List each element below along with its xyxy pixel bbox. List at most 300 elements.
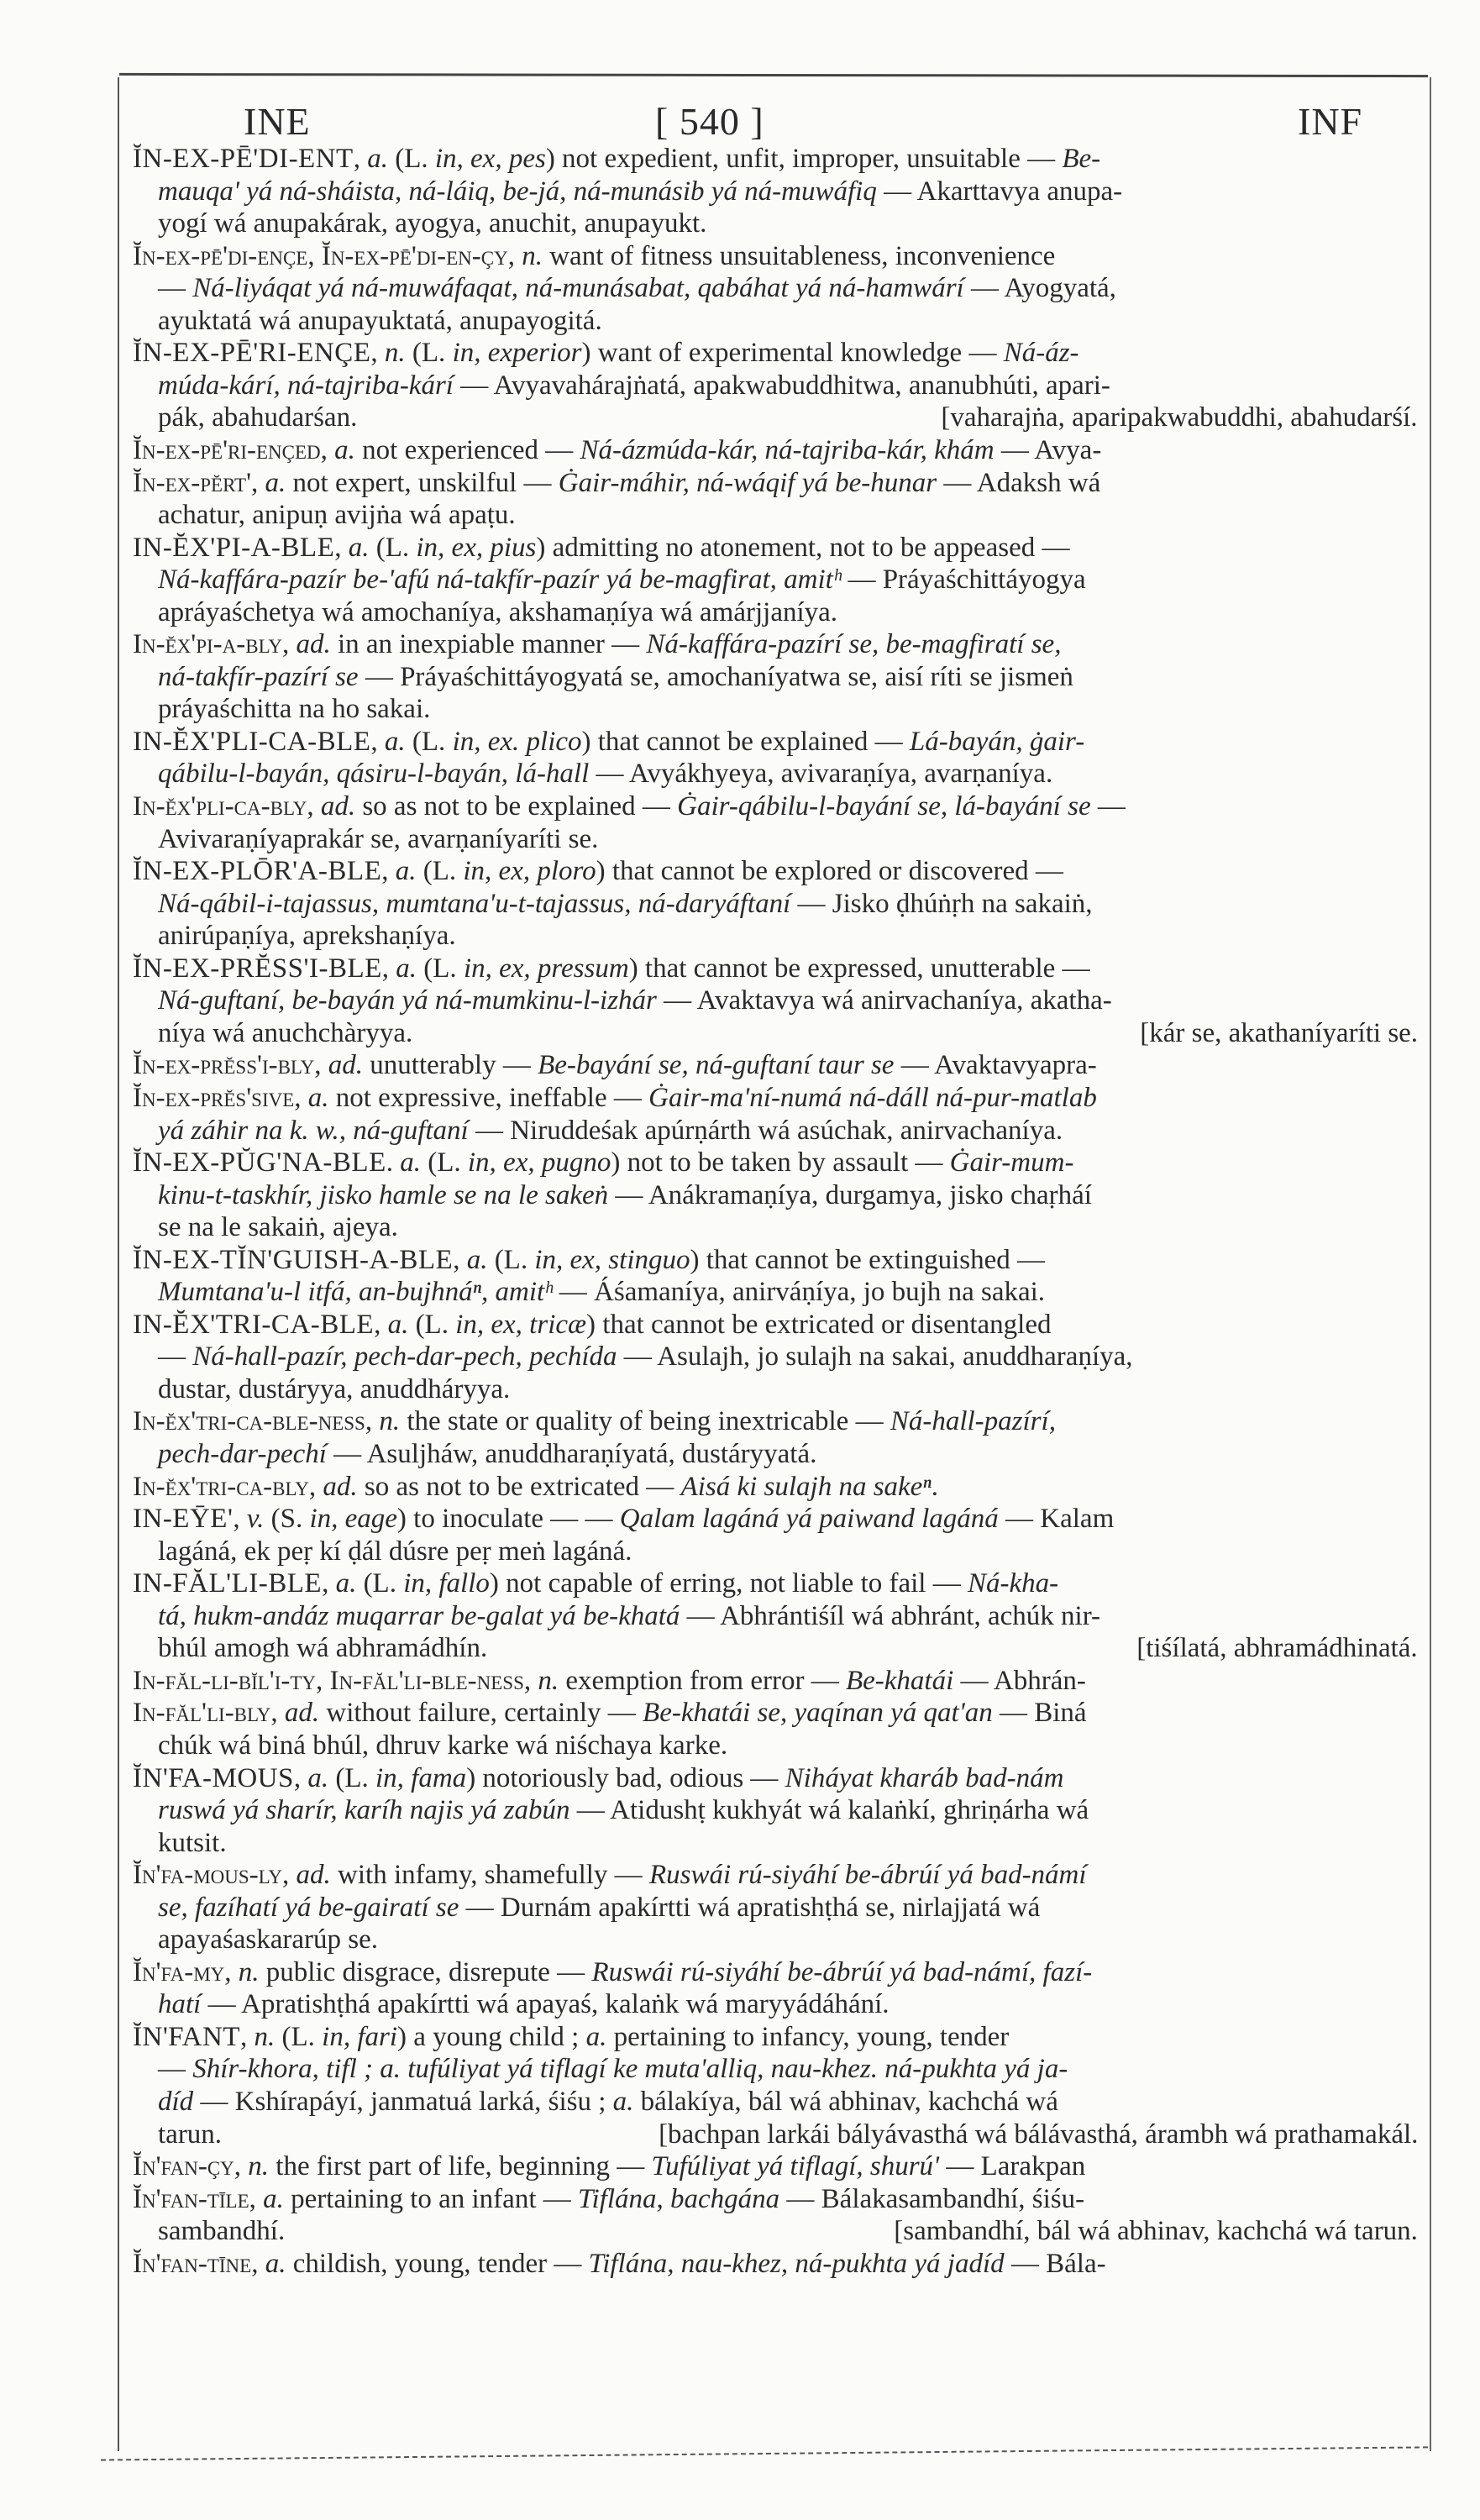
entry-headword-line xyxy=(133,1082,1097,1114)
translation-text: a. xyxy=(263,2183,284,2214)
translation-text: díd xyxy=(158,2087,194,2117)
definition-text: — Avya- xyxy=(994,434,1102,465)
entry-headword-line xyxy=(133,240,1055,272)
translation-text: Ná-guftaní, be-bayán yá ná-mumkinu-l-izhár xyxy=(158,985,657,1016)
translation-text: Ná-hall-pazír, pech-dar-pech, pechída xyxy=(192,1341,617,1373)
definition-text: — Abhrántiśíl wá abhránt, achúk nir- xyxy=(680,1600,1101,1631)
headword: ĬN-EX-PĒ'DI-ENT xyxy=(133,144,354,174)
translation-text: n. xyxy=(379,1406,401,1437)
translation-text: Ná-kha- xyxy=(967,1568,1059,1599)
definition-text: — Adaksh wá xyxy=(937,467,1101,498)
translation-text: Mumtana'u-l itfá, an-bujhnáⁿ, amitʰ xyxy=(158,1277,553,1308)
definition-text: se na le sakaiṅ, ajeya. xyxy=(158,1212,398,1243)
definition-text: ) want of experimental knowledge — xyxy=(581,338,1004,369)
translation-text: a. xyxy=(307,1082,329,1113)
entry-continuation-line xyxy=(158,1179,1092,1211)
translation-text: Ná-hall-pazírí, xyxy=(890,1406,1056,1437)
definition-text: , xyxy=(293,1762,308,1793)
definition-text: , xyxy=(523,1665,538,1696)
translation-text: in, ex, pes xyxy=(434,144,546,174)
translation-text: yá záhir na k. w., ná-guftaní xyxy=(158,1115,469,1146)
entry-headword-line xyxy=(133,143,1100,175)
translation-text: Shír-khora, tifl ; a. tufúliyat yá tiflagí ke muta'alliq, nau-khez. ná-pukhta yá ja- xyxy=(192,2054,1068,2085)
entry-continuation-line xyxy=(158,2086,1058,2118)
definition-text: childish, young, tender — xyxy=(286,2248,589,2279)
definition-text: public disgrace, disrepute — xyxy=(259,1956,592,1987)
entry-continuation-line xyxy=(158,1341,1133,1373)
entry-continuation-line xyxy=(158,758,1052,790)
headword: In-ĕx'tri-ca-ble-ness xyxy=(133,1406,365,1437)
definition-text: ) a young child ; xyxy=(397,2021,586,2052)
entry-headword-line xyxy=(133,2183,1084,2215)
definition-text: bhúl amogh wá abhramádhín. xyxy=(158,1633,488,1664)
translation-text: n. xyxy=(384,338,406,369)
headword: ĬN-EX-PLŌR'A-BLE xyxy=(133,856,382,887)
definition-text: pertaining to an infant — xyxy=(283,2183,578,2214)
definition-text: , xyxy=(453,1244,467,1275)
entry-continuation-line xyxy=(158,1892,1040,1924)
definition-text: , xyxy=(282,1860,297,1891)
headword: Ĭn-ex-pĕrt' xyxy=(133,467,252,498)
entry-continuation-line xyxy=(158,370,1110,402)
definition-text: , xyxy=(249,2183,264,2214)
headword: IN-ĔX'PLI-CA-BLE xyxy=(133,726,371,757)
entry-continuation-line xyxy=(158,1438,816,1470)
translation-text: múda-kárí, ná-tajriba-kárí xyxy=(158,370,454,401)
translation-text: ad. xyxy=(296,629,331,660)
definition-text: — Atidushṭ kukhyát wá kalaṅkí, ghriṇárha wá xyxy=(569,1795,1089,1826)
translation-text: Be-bayání se, ná-guftaní taur se xyxy=(538,1050,895,1081)
definition-text: the state or quality of being inextricable — xyxy=(400,1406,890,1437)
entry-headword-line xyxy=(133,628,1061,660)
translation-text: Qalam lagáná yá paiwand lagáná xyxy=(619,1504,999,1535)
entry-headword-line xyxy=(133,1697,1087,1729)
entry-continuation-line xyxy=(158,564,1086,596)
definition-text: — xyxy=(158,1341,193,1373)
translation-text: in, ex, ploro xyxy=(463,856,596,887)
translation-text: v. xyxy=(246,1504,265,1535)
definition-text: — Práyaśchittáyogyatá se, amochaníyatwa se, aisí ríti se jismeṅ xyxy=(358,661,1073,692)
definition-text: , xyxy=(365,1406,380,1437)
definition-text: kutsit. xyxy=(158,1827,227,1858)
translation-text: ad. xyxy=(320,791,356,822)
headword: In-ĕx'pli-ca-bly xyxy=(133,791,307,822)
translation-text: in, fari xyxy=(322,2021,398,2052)
definition-text: , xyxy=(374,1309,388,1340)
entry-continuation-line xyxy=(158,1794,1089,1826)
definition-text: ) not expedient, unfit, improper, unsuitable — xyxy=(545,144,1063,174)
translation-text: se, fazíhatí yá be-gairatí se xyxy=(158,1892,459,1923)
headword: Ĭn'fan-tīle xyxy=(133,2183,249,2214)
entry-continuation-line xyxy=(158,596,837,628)
headword: Ĭn'fa-my xyxy=(133,1956,225,1987)
definition-text: (L. xyxy=(417,953,464,984)
definition-text: so as not to be explained — xyxy=(355,791,678,822)
definition-text: — xyxy=(158,2054,193,2085)
entry-headword-line xyxy=(133,1471,938,1503)
definition-text: bálakíya, bál wá abhinav, kachchá wá xyxy=(633,2087,1058,2117)
definition-text: — Akarttavya anupa- xyxy=(876,176,1123,207)
headword: ĬN'FANT xyxy=(133,2021,240,2052)
definition-text: (L. xyxy=(420,1147,468,1179)
translation-text: ad. xyxy=(296,1860,331,1891)
definition-text: , xyxy=(270,1698,285,1729)
entry-continuation-line xyxy=(158,272,1116,304)
definition-text: (L. xyxy=(405,726,453,757)
definition-text: sambandhí. xyxy=(158,2216,286,2247)
headword: ĬN-EX-PĒ'RI-ENÇE xyxy=(133,338,371,369)
translation-text: a. xyxy=(384,726,406,757)
translation-text: ná-takfír-pazírí se xyxy=(158,661,359,692)
translation-text: in, ex. plico xyxy=(452,726,582,757)
translation-text: in, fallo xyxy=(403,1568,490,1599)
headword: ĬN-EX-PŬG'NA-BLE xyxy=(133,1147,386,1179)
definition-text: dustar, dustáryya, anuddháryya. xyxy=(158,1373,511,1404)
translation-text: a. xyxy=(335,1568,357,1599)
entry-continuation-line xyxy=(158,2053,1068,2085)
translation-text: ad. xyxy=(323,1471,358,1502)
translation-text: Ná-liyáqat yá ná-muwáfaqat, ná-munásabat, qabáhat yá ná-hamwárí xyxy=(192,273,964,304)
headword: IN-ĔX'PI-A-BLE xyxy=(133,532,335,563)
definition-text: — Práyaśchittáyogya xyxy=(841,564,1086,596)
definition-text: (L. xyxy=(369,532,417,563)
definition-text: not expert, unskilful — xyxy=(286,467,559,498)
definition-text: — Jisko ḍhúṅṛh na sakaiṅ, xyxy=(790,888,1093,919)
translation-text: Ġair-mum- xyxy=(949,1147,1074,1179)
translation-text: a. xyxy=(395,856,417,887)
entry-headword-line xyxy=(133,2021,1009,2053)
entry-continuation-line xyxy=(158,402,1418,433)
definition-text: , xyxy=(370,338,385,369)
entry-headword-line xyxy=(133,2248,1106,2280)
definition-text: [kár se, akathaníyaríti se. xyxy=(1140,1017,1419,1048)
entry-headword-line xyxy=(133,1956,1092,1988)
definition-text: , xyxy=(307,791,321,822)
definition-text: , xyxy=(381,856,396,887)
translation-text: Ruswái rú-siyáhí be-ábrúí yá bad-námí xyxy=(648,1860,1087,1891)
definition-text: lagáná, ek peṛ kí ḍál dúsre peṛ meṅ lagáná. xyxy=(158,1536,632,1567)
translation-text: Lá-bayán, ġair- xyxy=(909,726,1085,757)
definition-text: , xyxy=(240,2021,255,2052)
running-head-left: INE xyxy=(244,100,311,143)
translation-text: Ġair-máhir, ná-wáqif yá be-hunar xyxy=(558,467,937,498)
translation-text: n. xyxy=(522,240,543,271)
translation-text: a. xyxy=(334,434,355,465)
translation-text: ad. xyxy=(328,1050,364,1081)
entry-headword-line xyxy=(133,532,1069,564)
definition-text: — Avyákhyeya, avivaraṇíya, avarṇaníya. xyxy=(589,759,1053,790)
definition-text: not experienced — xyxy=(354,434,580,465)
entry-headword-line xyxy=(133,1503,1114,1535)
definition-text: [bachpan larkái bályávasthá wá bálávasthá, árambh wá prathamakál. xyxy=(659,2118,1419,2150)
definition-text: exemption from error — xyxy=(559,1665,846,1696)
definition-text: ) that cannot be explored or discovered — xyxy=(596,856,1063,887)
definition-text: níya wá anuchchàryya. xyxy=(158,1017,413,1048)
headword: Ĭn-ex-prĕss'i-bly xyxy=(133,1050,315,1081)
translation-text: Ná-áz- xyxy=(1003,338,1079,369)
definition-text: ) that cannot be explained — xyxy=(581,726,910,757)
definition-text: , xyxy=(224,1956,239,1987)
translation-text: Tiflána, bachgána xyxy=(577,2183,780,2214)
entry-headword-line xyxy=(133,434,1101,466)
definition-text: (L. xyxy=(275,2021,323,2052)
translation-text: Tufúliyat yá tiflagí, shurú' xyxy=(651,2151,940,2182)
definition-text: (L. xyxy=(416,856,464,887)
definition-text: apráyaśchetya wá amochaníya, akshamaṇíya wá amárjjaníya. xyxy=(158,596,838,627)
definition-text: ) not capable of erring, not liable to fail — xyxy=(489,1568,968,1599)
entry-continuation-line xyxy=(158,1536,632,1567)
headword: IN-EȲE' xyxy=(133,1504,234,1535)
headword: Ĭn'fan-çy xyxy=(133,2151,234,2182)
translation-text: qábilu-l-bayán, qásiru-l-bayán, lá-hall xyxy=(158,759,590,790)
definition-text: ) that cannot be expressed, unutterable — xyxy=(628,953,1090,984)
entry-continuation-line xyxy=(158,693,430,725)
definition-text: Avivaraṇíyaprakár se, avarṇaníyaríti se. xyxy=(158,823,599,854)
definition-text: pertaining to infancy, young, tender xyxy=(606,2021,1010,2052)
translation-text: kinu-t-taskhír, jisko hamle se na le sakeṅ xyxy=(158,1179,609,1210)
entry-continuation-line xyxy=(158,1730,727,1761)
definition-text: , xyxy=(381,953,396,984)
definition-text: so as not to be extricated — xyxy=(357,1471,681,1502)
translation-text: a. xyxy=(612,2087,634,2117)
entry-headword-line xyxy=(133,1147,1073,1179)
headword: Ĭn'fan-tīne xyxy=(133,2248,252,2279)
definition-text: — Durnám apakírtti wá apratishṭhá se, nirlajjatá wá xyxy=(459,1892,1041,1923)
definition-text: , xyxy=(294,1082,308,1113)
headword: Ĭn-ex-pē'ri-ençed xyxy=(133,434,321,465)
translation-text: a. xyxy=(585,2021,607,2052)
definition-text: yogí wá anupakárak, ayogya, anuchit, anupayukt. xyxy=(158,208,707,239)
definition-text: — Larakpan xyxy=(939,2151,1086,2182)
entry-continuation-line xyxy=(158,888,1093,920)
entry-headword-line xyxy=(133,953,1090,984)
definition-text: not expressive, ineffable — xyxy=(328,1082,649,1113)
translation-text: a. xyxy=(265,2248,286,2279)
headword: Ĭn-ex-prĕs'sive xyxy=(133,1082,295,1113)
definition-text: (L. xyxy=(405,338,453,369)
headword: Ĭn'fa-mous-ly xyxy=(133,1860,283,1891)
definition-text: , xyxy=(251,467,265,498)
entry-continuation-line xyxy=(158,1632,1418,1664)
translation-text: a. xyxy=(307,1762,329,1793)
definition-text: without failure, certainly — xyxy=(319,1698,643,1729)
page-number: [ 540 ] xyxy=(655,100,764,143)
translation-text: a. xyxy=(265,467,286,498)
definition-text: want of fitness unsuitableness, inconvenience xyxy=(542,240,1056,271)
definition-text: the first part of life, beginning — xyxy=(269,2151,652,2182)
definition-text: [vaharajṅa, aparipakwabuddhi, abahudarśí. xyxy=(941,402,1418,433)
translation-text: n. xyxy=(538,1665,559,1696)
headword: In-ĕx'pi-a-bly xyxy=(133,629,282,660)
definition-text: — Avyavahárajṅatá, apakwabuddhitwa, ananubhúti, apari- xyxy=(453,370,1110,401)
translation-text: mauqa' yá ná-sháista, ná-láiq, be-já, ná-munásib yá ná-muwáfiq xyxy=(158,176,877,207)
entry-headword-line xyxy=(133,1405,1056,1437)
definition-text: [tiśílatá, abhramádhinatá. xyxy=(1136,1633,1418,1664)
headword: ĬN-EX-TĬN'GUISH-A-BLE xyxy=(133,1244,454,1275)
entry-headword-line xyxy=(133,1567,1058,1599)
definition-text: pák, abahudarśan. xyxy=(158,402,358,433)
translation-text: in, ex, stinguo xyxy=(534,1244,690,1275)
definition-text: — Anákramaṇíya, durgamya, jisko chaṛháí xyxy=(608,1179,1092,1210)
translation-text: Be-khatái xyxy=(845,1665,954,1696)
definition-text: , xyxy=(281,629,297,660)
definition-text: — Ayogyatá, xyxy=(963,273,1116,304)
entry-continuation-line xyxy=(158,1827,227,1859)
translation-text: n. xyxy=(254,2021,276,2052)
translation-text: Be- xyxy=(1062,144,1101,174)
definition-text: , xyxy=(507,240,522,271)
running-head-right: INF xyxy=(1298,100,1363,143)
definition-text: , xyxy=(334,532,349,563)
definition-text: , xyxy=(370,726,385,757)
entry-headword-line xyxy=(133,790,1126,822)
headword: IN-FĂL'LI-BLE xyxy=(133,1568,323,1599)
definition-text: [sambandhí, bál wá abhinav, kachchá wá tarun. xyxy=(894,2216,1418,2247)
headword: In-făl-li-bĭl'i-ty, In-făl'li-ble-ness xyxy=(133,1665,524,1696)
entry-continuation-line xyxy=(158,823,598,855)
definition-text: práyaśchitta na ho sakai. xyxy=(158,694,431,725)
translation-text: a. xyxy=(348,532,370,563)
entry-headword-line xyxy=(133,1244,1045,1276)
translation-text: n. xyxy=(238,1956,260,1987)
definition-text: — xyxy=(158,273,193,304)
definition-text: (L. xyxy=(408,1309,456,1340)
definition-text: (L. xyxy=(328,1762,376,1793)
definition-text: — Asuljháw, anuddharaṇíyatá, dustáryyatá. xyxy=(326,1439,817,1469)
translation-text: a. xyxy=(400,1147,421,1179)
translation-text: Tiflána, nau-khez, ná-pukhta yá jadíd xyxy=(588,2248,1005,2279)
definition-text: — Biná xyxy=(992,1698,1087,1729)
translation-text: Ġair-qábilu-l-bayání se, lá-bayání se xyxy=(677,791,1091,822)
headword: IN-ĔX'TRI-CA-BLE xyxy=(133,1309,375,1340)
definition-text: achatur, anipuṇ avijṅa wá apaṭu. xyxy=(158,500,516,531)
translation-text: in, eage xyxy=(309,1504,397,1535)
definition-text: — Áśamaníya, anirváṇíya, jo bujh na sakai. xyxy=(552,1277,1046,1308)
translation-text: Aisá ki sulajh na sakeⁿ xyxy=(680,1471,932,1502)
entry-continuation-line xyxy=(158,1276,1045,1308)
entry-continuation-line xyxy=(158,661,1073,693)
headword: Ĭn-ex-pē'di-ençe, Ĭn-ex-pē'di-en-çy xyxy=(133,240,508,271)
translation-text: Ġair-ma'ní-numá ná-dáll ná-pur-matlab xyxy=(648,1082,1097,1113)
translation-text: Ná-kaffára-pazírí se, be-magfiratí se, xyxy=(646,629,1062,660)
definition-text: — Bála- xyxy=(1004,2248,1106,2279)
entry-continuation-line xyxy=(158,1115,1063,1147)
entry-continuation-line xyxy=(158,499,516,531)
entry-headword-line xyxy=(133,1665,1086,1697)
translation-text: in, experior xyxy=(452,338,582,369)
translation-text: Ruswái rú-siyáhí be-ábrúí yá bad-námí, fazí- xyxy=(591,1956,1093,1987)
translation-text: in, ex, pugno xyxy=(467,1147,611,1179)
translation-text: a. xyxy=(367,144,388,174)
headword: ĬN-EX-PRĔSS'I-BLE xyxy=(133,953,382,984)
definition-text: — Kshírapáyí, janmatuá larká, śiśu ; xyxy=(193,2087,613,2117)
definition-text: (L. xyxy=(356,1568,404,1599)
translation-text: ruswá yá sharír, karíh najis yá zabún xyxy=(158,1795,570,1826)
translation-text: tá, hukm-andáz muqarrar be-galat yá be-khatá xyxy=(158,1600,680,1631)
definition-text: chúk wá biná bhúl, dhruv karke wá niśchaya karke. xyxy=(158,1730,728,1761)
definition-text: in an inexpiable manner — xyxy=(330,629,647,660)
definition-text: , xyxy=(251,2248,265,2279)
entry-headword-line xyxy=(133,1049,1097,1081)
entry-headword-line xyxy=(133,1309,1051,1341)
entry-headword-line xyxy=(133,467,1100,499)
definition-text: ayuktatá wá anupayuktatá, anupayogitá. xyxy=(158,305,602,336)
entry-continuation-line xyxy=(158,920,456,952)
entry-continuation-line xyxy=(158,1988,890,2020)
definition-text: apayaśaskararúp se. xyxy=(158,1924,379,1956)
translation-text: n. xyxy=(248,2151,270,2182)
entry-continuation-line xyxy=(158,1211,398,1243)
translation-text: Be-khatái se, yaqínan yá qat'an xyxy=(643,1698,993,1729)
entry-headword-line xyxy=(133,1859,1087,1891)
translation-text: pech-dar-pechí xyxy=(158,1439,327,1469)
definition-text: (L. xyxy=(387,144,435,174)
definition-text: — Avaktavya wá anirvachaníya, akatha- xyxy=(656,985,1112,1016)
definition-text: with infamy, shamefully — xyxy=(330,1860,649,1891)
definition-text: ) that cannot be extricated or disentangled xyxy=(586,1309,1052,1340)
entry-headword-line xyxy=(133,337,1079,369)
definition-text: — Niruddeśak apúrṇárth wá asúchak, anirvachaníya. xyxy=(468,1115,1063,1146)
translation-text: a. xyxy=(387,1309,409,1340)
definition-text: anirúpaṇíya, aprekshaṇíya. xyxy=(158,921,456,952)
definition-text: ) notoriously bad, odious — xyxy=(466,1762,785,1793)
translation-text: Ná-qábil-i-tajassus, mumtana'u-t-tajassus, ná-daryáftaní xyxy=(158,888,791,919)
entry-continuation-line xyxy=(158,984,1112,1016)
entry-headword-line xyxy=(133,1762,1063,1794)
headword: ĬN'FA-MOUS xyxy=(133,1762,294,1793)
definition-text: — Apratishṭhá apakírtti wá apayaś, kalaṅk wá maryyádáhání. xyxy=(201,1989,890,2020)
translation-text: Ná-kaffára-pazír be-'afú ná-takfír-pazír yá be-magfirat, amitʰ xyxy=(158,564,842,596)
definition-text: ) not to be taken by assault — xyxy=(611,1147,950,1179)
translation-text: Ná-ázmúda-kár, ná-tajriba-kár, khám xyxy=(580,434,995,465)
headword: In-făl'li-bly xyxy=(133,1698,271,1729)
definition-text: — Abhrán- xyxy=(953,1665,1086,1696)
translation-text: hatí xyxy=(158,1989,202,2020)
definition-text: — Bálakasambandhí, śiśu- xyxy=(779,2183,1085,2214)
definition-text: ) to inoculate — — xyxy=(396,1504,620,1535)
entry-headword-line xyxy=(133,726,1084,758)
entry-continuation-line xyxy=(158,1017,1418,1049)
definition-text: , xyxy=(314,1050,328,1081)
definition-text: . xyxy=(931,1471,938,1502)
translation-text: Niháyat kharáb bad-nám xyxy=(785,1762,1064,1793)
entry-headword-line xyxy=(133,2150,1085,2182)
entry-headword-line xyxy=(133,855,1063,887)
entry-continuation-line xyxy=(158,1600,1100,1632)
definition-text: . xyxy=(386,1147,401,1179)
entry-continuation-line xyxy=(158,176,1122,207)
definition-text: ) admitting no atonement, not to be appeased — xyxy=(536,532,1070,563)
translation-text: in, fama xyxy=(375,1762,467,1793)
definition-text: — xyxy=(1090,791,1126,822)
definition-text: — Kalam xyxy=(998,1504,1115,1535)
entry-continuation-line xyxy=(158,2118,1418,2150)
entry-continuation-line xyxy=(158,1373,510,1405)
definition-text: tarun. xyxy=(158,2118,223,2150)
definition-text: (S. xyxy=(264,1504,310,1535)
entry-continuation-line xyxy=(158,1924,378,1956)
definition-text: — Asulajh, jo sulajh na sakai, anuddharaṇíya, xyxy=(617,1341,1133,1373)
definition-text: (L. xyxy=(487,1244,535,1275)
entry-continuation-line xyxy=(158,305,602,337)
translation-text: a. xyxy=(466,1244,488,1275)
definition-text: — Avaktavyapra- xyxy=(894,1050,1097,1081)
translation-text: in, ex, pius xyxy=(416,532,537,563)
definition-text: , xyxy=(353,144,368,174)
definition-text: , xyxy=(320,434,335,465)
definition-text: , xyxy=(234,2151,249,2182)
entry-continuation-line xyxy=(158,207,706,239)
